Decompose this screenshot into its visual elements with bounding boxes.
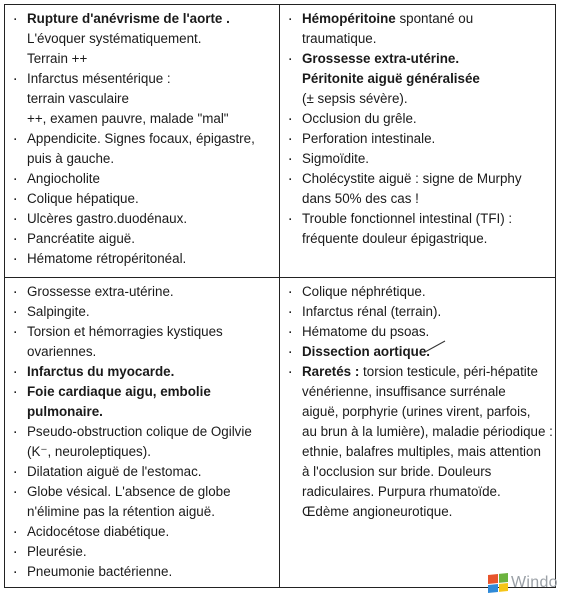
list-item (13, 382, 273, 422)
text-run: Hémopéritoine (302, 11, 396, 26)
list-item-line (302, 362, 550, 382)
logo-pane-green (499, 573, 509, 582)
cell-bottom-right (280, 278, 556, 588)
list-item-line: . Rupture d'anévrisme de l'aorte . (27, 11, 230, 26)
list-item (13, 69, 273, 129)
table (4, 4, 556, 588)
list-item (13, 169, 273, 189)
cell-bottom-left (5, 278, 279, 588)
list-item-line: . Hématome rétropéritonéal. (27, 251, 187, 266)
list-item (13, 462, 273, 482)
list-item (13, 422, 273, 462)
logo-pane-yellow (499, 582, 509, 591)
list-item-line (302, 9, 550, 29)
list-item-line: . Grossesse extra-utérine. (27, 284, 174, 299)
list-item-line: . Pancréatite aiguë. (27, 231, 135, 246)
list-item-line: . Cholécystite aiguë : signe de Murphy (302, 171, 522, 186)
list-item-line: Œdème angioneurotique. (302, 504, 453, 519)
list-item (288, 9, 550, 49)
list-item-line: . Infarctus mésentérique : (27, 71, 171, 86)
list-item-line: terrain vasculaire (27, 91, 129, 106)
list-item-line: Péritonite aiguë généralisée (302, 71, 480, 86)
watermark-text: Windo (511, 574, 558, 591)
list-item (13, 322, 273, 362)
text-run: spontané ou (395, 11, 474, 26)
list-item (288, 129, 550, 149)
list-item-line: . Appendicite. Signes focaux, épigastre, (27, 131, 255, 146)
list-item (13, 229, 273, 249)
list-item (13, 209, 273, 229)
list-item-line: (K⁻, neuroleptiques). (27, 444, 151, 459)
list-item (13, 9, 273, 69)
list-item-line: (± sepsis sévère). (302, 91, 408, 106)
list-item (288, 322, 550, 342)
cell-top-right (280, 5, 556, 277)
list-item-line: Terrain ++ (27, 51, 88, 66)
list-item-line: . Pneumonie bactérienne. (27, 564, 173, 579)
list-item (13, 249, 273, 269)
list-item (13, 482, 273, 522)
list-item (288, 362, 553, 522)
text-run: torsion testicule, péri-hépatite (359, 364, 538, 379)
text-run: Raretés : (302, 364, 360, 379)
list-item-line: fréquente douleur épigastrique. (302, 231, 488, 246)
list-item-line: . Acidocétose diabétique. (27, 524, 170, 539)
list-item (13, 282, 273, 302)
list-item-line: . Sigmoïdite. (302, 151, 369, 166)
list-item-line: ovariennes. (27, 344, 97, 359)
list-item-line: . Occlusion du grêle. (302, 111, 417, 126)
list-item (13, 129, 273, 169)
list-item-line: à l'occlusion sur bride. Douleurs (302, 464, 492, 479)
list-item-line: . Grossesse extra-utérine. (302, 51, 460, 66)
list-item (288, 169, 550, 209)
list-item-line: . Colique hépatique. (27, 191, 139, 206)
list-item (288, 282, 550, 302)
list-item-line: n'élimine pas la rétention aiguë. (27, 504, 215, 519)
logo-pane-red (488, 574, 498, 583)
list-item (288, 109, 550, 129)
list-item-line: . Angiocholite (27, 171, 100, 186)
list-item (288, 149, 550, 169)
list-item-line: ++, examen pauvre, malade "mal" (27, 111, 229, 126)
list-item-line: . Torsion et hémorragies kystiques (27, 324, 223, 339)
windows-logo-icon (488, 573, 508, 593)
list-item-line: . Dilatation aiguë de l'estomac. (27, 464, 202, 479)
list-item-line: . Dissection aortique. (302, 344, 430, 359)
list-item-line: . Ulcères gastro.duodénaux. (27, 211, 188, 226)
logo-pane-blue (488, 584, 498, 593)
pen-stroke-mark (424, 340, 446, 354)
list-item-line: . Foie cardiaque aigu, embolie (27, 384, 211, 399)
cell-top-left (5, 5, 279, 277)
list-item (13, 522, 273, 542)
list-item-line: . Colique néphrétique. (302, 284, 426, 299)
list-item (13, 542, 273, 562)
list-bottom-right (288, 282, 553, 522)
list-item-line: . Infarctus du myocarde. (27, 364, 175, 379)
list-item-line: . Pseudo-obstruction colique de Ogilvie (27, 424, 252, 439)
list-item (288, 49, 550, 109)
list-top-right (288, 9, 550, 249)
list-item-line: aiguë, porphyrie (urines virent, parfois, (302, 404, 531, 419)
list-item-line: radiculaires. Purpura rhumatoïde. (302, 484, 501, 499)
list-top-left (13, 9, 273, 269)
list-item (13, 362, 273, 382)
list-item-line: . Infarctus rénal (terrain). (302, 304, 442, 319)
list-item (288, 302, 550, 322)
windows-watermark (488, 572, 561, 594)
list-item-line: . Trouble fonctionnel intestinal (TFI) : (302, 211, 513, 226)
list-item-line: traumatique. (302, 31, 377, 46)
list-item-line: vénérienne, insuffisance surrénale (302, 384, 506, 399)
list-item-line: ethnie, balafres multiples, mais attention (302, 444, 541, 459)
list-item-line: . Pleurésie. (27, 544, 87, 559)
list-item-line: pulmonaire. (27, 404, 103, 419)
list-bottom-left (13, 282, 273, 582)
list-item-line: au brun à la lumière), maladie périodique : (302, 424, 553, 439)
list-item-line: dans 50% des cas ! (302, 191, 419, 206)
list-item-line: . Perforation intestinale. (302, 131, 436, 146)
list-item (288, 209, 550, 249)
list-item (13, 562, 273, 582)
list-item (288, 342, 550, 362)
list-item-line: . Hématome du psoas. (302, 324, 430, 339)
list-item (13, 302, 273, 322)
list-item-line: . Salpingite. (27, 304, 90, 319)
list-item-line: . Globe vésical. L'absence de globe (27, 484, 231, 499)
list-item (13, 189, 273, 209)
list-item-line: L'évoquer systématiquement. (27, 31, 202, 46)
list-item-line: puis à gauche. (27, 151, 115, 166)
